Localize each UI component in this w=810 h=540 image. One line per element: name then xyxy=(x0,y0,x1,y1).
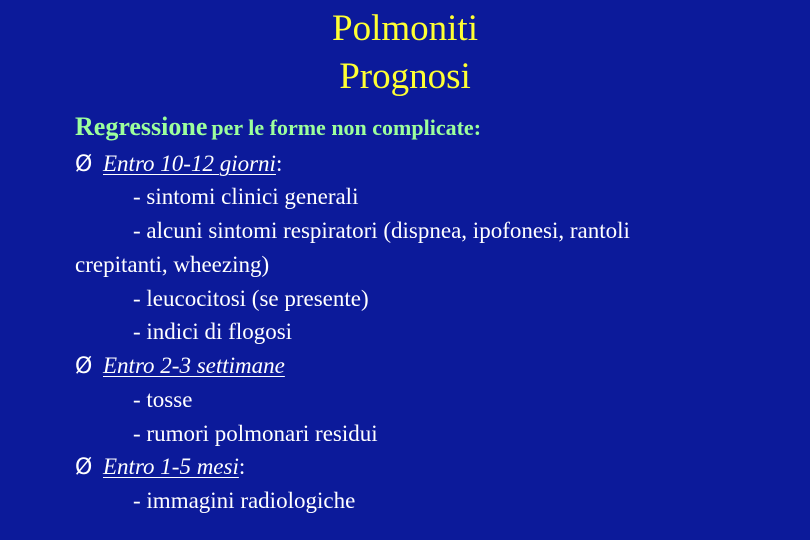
heading-bold-text: Regressione xyxy=(75,112,208,141)
list-item: - alcuni sintomi respiratori (dispnea, ipofonesi, rantoli xyxy=(133,218,630,243)
heading-rest-text: per le forme non complicate: xyxy=(211,115,482,140)
list-item-continuation: crepitanti, wheezing) xyxy=(75,252,270,277)
arrow-bullet-icon: Ø xyxy=(75,354,93,379)
list-item: - leucocitosi (se presente) xyxy=(133,286,369,311)
bullet-label: Entro 10-12 giorni xyxy=(103,151,276,176)
bullet-suffix: : xyxy=(238,454,246,479)
list-item: - indici di flogosi xyxy=(133,319,293,344)
bullet-line xyxy=(75,453,245,482)
list-item: - rumori polmonari residui xyxy=(133,421,378,446)
list-item: - immagini radiologiche xyxy=(133,488,356,513)
list-item: - sintomi clinici generali xyxy=(133,184,359,209)
bullet-line xyxy=(75,352,285,381)
slide-subtitle: Prognosi xyxy=(339,56,471,97)
slide-title: Polmoniti xyxy=(332,8,478,49)
arrow-bullet-icon: Ø xyxy=(75,455,93,480)
arrow-bullet-icon: Ø xyxy=(75,152,93,177)
section-heading xyxy=(75,112,481,142)
bullet-label: Entro 1-5 mesi xyxy=(103,454,239,479)
list-item: - tosse xyxy=(133,387,193,412)
bullet-line xyxy=(75,150,282,179)
bullet-label: Entro 2-3 settimane xyxy=(103,353,285,378)
bullet-suffix: : xyxy=(275,151,283,176)
